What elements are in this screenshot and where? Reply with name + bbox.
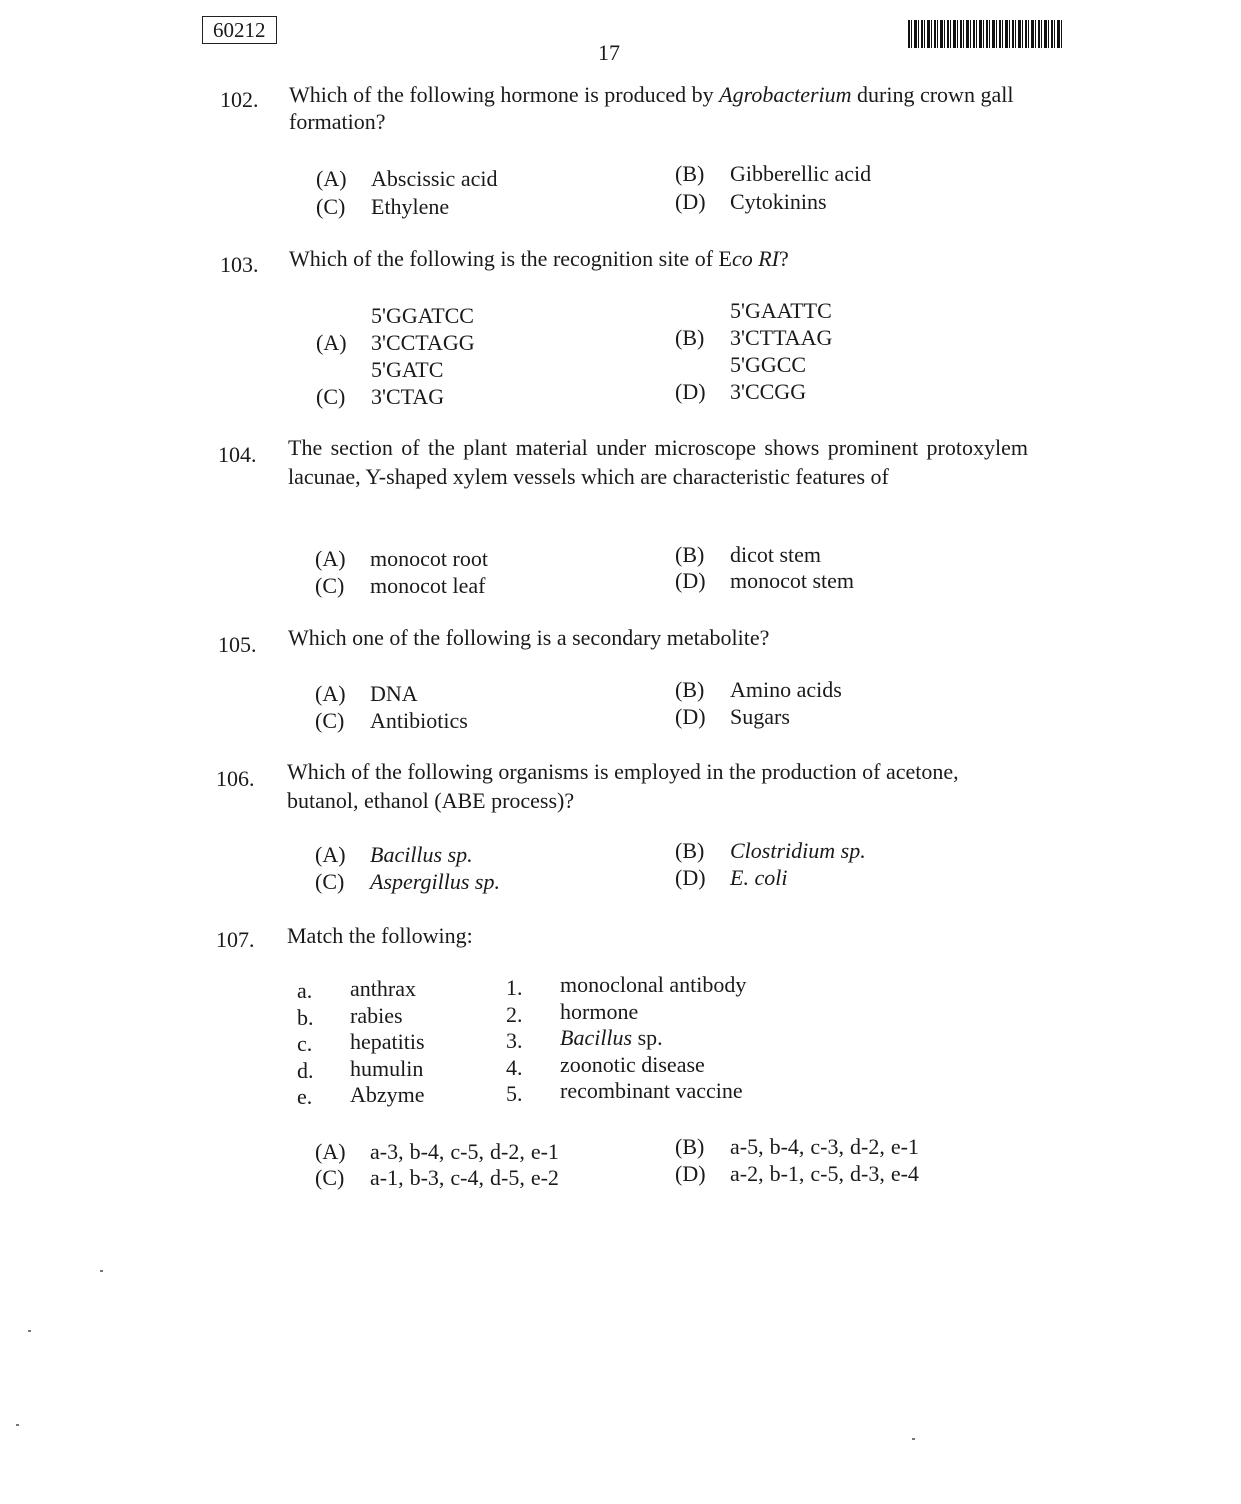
option-b: (B) dicot stem: [675, 542, 822, 567]
question-number: 102.: [220, 87, 259, 112]
question-number: 104.: [218, 442, 257, 467]
match-right-numbers: 1. 2. 3. 4. 5.: [506, 975, 523, 1106]
option-c: (C) monocot leaf: [315, 573, 486, 598]
option-a: (A) Abscissic acid: [316, 166, 498, 191]
option-b: (B) Gibberellic acid: [675, 161, 872, 186]
option-b: (B) Amino acids: [675, 677, 842, 702]
question-text: Which of the following organisms is employed in the production of acetone, butanol, ethanol (ABE process)?: [287, 759, 959, 813]
option-c: (C) Aspergillus sp.: [315, 869, 500, 894]
option-d: (D) E. coli: [675, 865, 788, 890]
option-d: (D) Sugars: [675, 704, 790, 729]
question-text: The section of the plant material under microscope shows prominent protoxylem lacunae, Y-shaped xylem vessels which are characteristic features of: [288, 435, 1028, 489]
option-c: (C)5'GATC 3'CTAG: [316, 357, 445, 409]
scan-speck: [100, 1270, 103, 1272]
barcode: [908, 20, 1063, 48]
option-c: (C) Ethylene: [316, 194, 450, 219]
option-a: (A)5'GGATCC 3'CCTAGG: [316, 303, 475, 355]
option-a: (A) a-3, b-4, c-5, d-2, e-1: [315, 1139, 559, 1164]
option-c: (C) a-1, b-3, c-4, d-5, e-2: [315, 1165, 559, 1190]
question-text: Match the following:: [287, 923, 473, 948]
option-d: (D)5'GGCC 3'CCGG: [675, 352, 807, 404]
question-number: 103.: [220, 252, 259, 277]
match-left-items: anthrax rabies hepatitis humulin Abzyme: [350, 976, 425, 1107]
question-text: Which of the following hormone is produced by Agrobacterium during crown gall formation?: [289, 82, 1014, 134]
option-a: (A) monocot root: [315, 546, 488, 571]
match-right-items: monoclonal antibody hormone Bacillus sp. zoonotic disease recombinant vaccine: [560, 972, 747, 1103]
question-number: 105.: [218, 632, 257, 657]
option-b: (B) a-5, b-4, c-3, d-2, e-1: [675, 1134, 919, 1159]
scan-speck: [28, 1330, 31, 1332]
option-c: (C) Antibiotics: [315, 708, 468, 733]
question-text: Which one of the following is a secondary metabolite?: [288, 625, 770, 650]
scan-speck: [16, 1424, 19, 1426]
option-d: (D) a-2, b-1, c-5, d-3, e-4: [675, 1161, 919, 1186]
paper-code: 60212: [202, 16, 277, 44]
option-b: (B) Clostridium sp.: [675, 838, 866, 863]
option-b: (B)5'GAATTC 3'CTTAAG: [675, 298, 833, 350]
option-a: (A) Bacillus sp.: [315, 842, 473, 867]
option-a: (A) DNA: [315, 681, 418, 706]
scan-speck: [912, 1438, 915, 1440]
page-number: 17: [598, 40, 620, 65]
option-d: (D) monocot stem: [675, 568, 855, 593]
question-text: Which of the following is the recognition site of Eco RI?: [289, 246, 789, 271]
match-left-letters: a. b. c. d. e.: [297, 978, 314, 1109]
question-number: 106.: [216, 766, 255, 791]
option-d: (D) Cytokinins: [675, 189, 827, 214]
question-number: 107.: [216, 927, 255, 952]
